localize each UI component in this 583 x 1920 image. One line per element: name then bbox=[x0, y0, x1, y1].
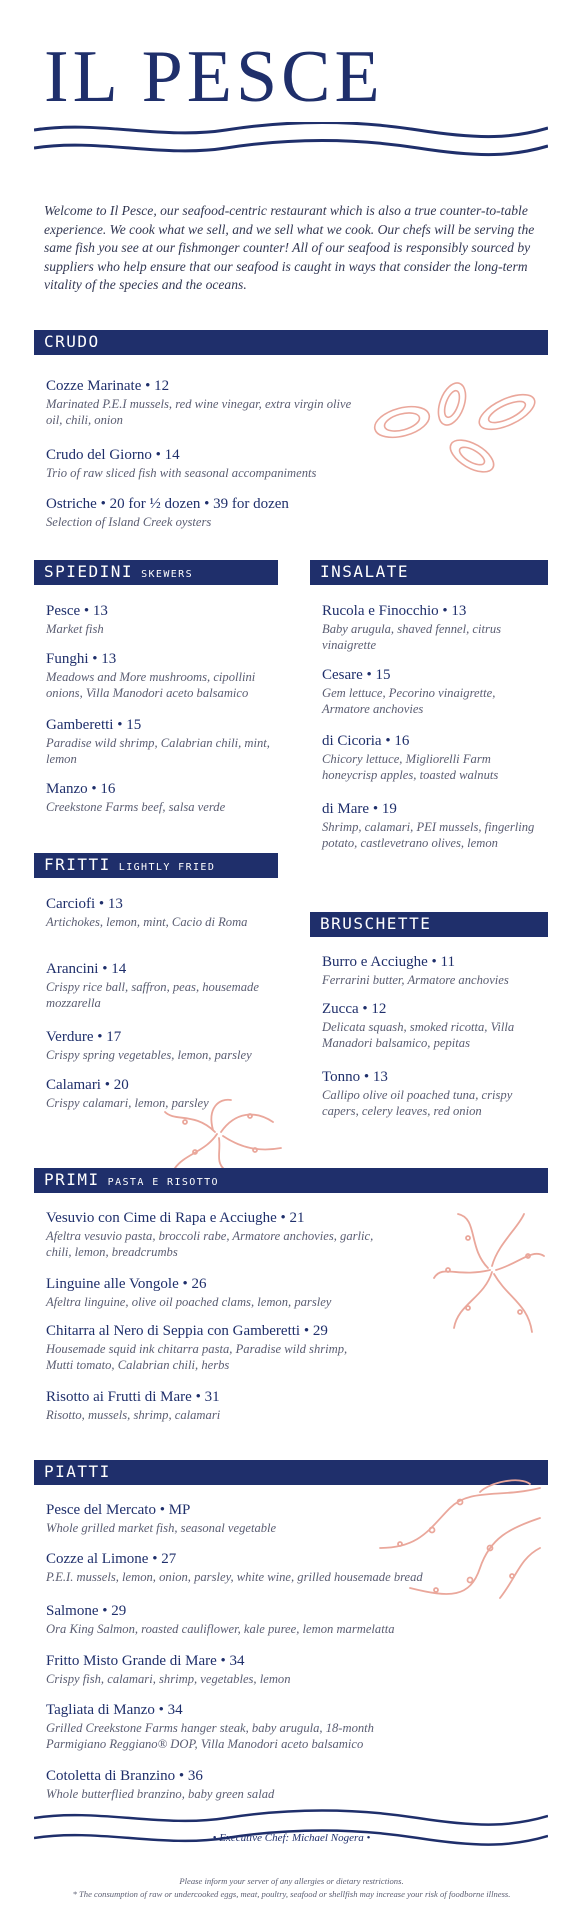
item-name: Carciofi • 13 bbox=[46, 896, 123, 912]
item-desc: Meadows and More mushrooms, cipollini onions, Villa Manodori aceto balsamico bbox=[46, 670, 256, 700]
item-name: Fritto Misto Grande di Mare • 34 bbox=[46, 1653, 245, 1669]
menu-item bbox=[322, 666, 542, 717]
menu-item bbox=[322, 1000, 542, 1051]
item-desc: Shrimp, calamari, PEI mussels, fingerling potato, castlevetrano olives, lemon bbox=[322, 820, 535, 850]
item-desc: Trio of raw sliced fish with seasonal accompaniments bbox=[46, 466, 317, 480]
item-desc: Artichokes, lemon, mint, Cacio di Roma bbox=[46, 915, 248, 929]
item-desc: Gem lettuce, Pecorino vinaigrette, Armatore anchovies bbox=[322, 686, 496, 716]
menu-item bbox=[322, 800, 550, 851]
menu-item bbox=[46, 1767, 466, 1802]
octopus-tentacle-illustration bbox=[340, 1478, 545, 1608]
item-desc: Whole grilled market fish, seasonal vegetable bbox=[46, 1521, 277, 1535]
item-name: Crudo del Giorno • 14 bbox=[46, 447, 180, 463]
executive-chef: • Executive Chef: Michael Nogera • bbox=[212, 1832, 371, 1844]
menu-item bbox=[322, 602, 542, 653]
item-name: Cesare • 15 bbox=[322, 667, 391, 683]
item-desc: Grilled Creekstone Farms hanger steak, baby arugula, 18-month Parmigiano Reggiano® DOP, Villa Manodori aceto balsamico bbox=[46, 1721, 374, 1751]
item-name: di Cicoria • 16 bbox=[322, 733, 410, 749]
item-name: Manzo • 16 bbox=[46, 781, 116, 797]
menu-item bbox=[322, 953, 542, 988]
item-name: Chitarra al Nero di Seppia con Gamberetti • 29 bbox=[46, 1323, 328, 1339]
menu-item bbox=[46, 650, 274, 701]
item-name: Tonno • 13 bbox=[322, 1069, 388, 1085]
mussel-illustration bbox=[372, 380, 542, 480]
item-name: Verdure • 17 bbox=[46, 1029, 122, 1045]
item-name: Linguine alle Vongole • 26 bbox=[46, 1276, 207, 1292]
section-header-fritti bbox=[34, 853, 278, 878]
item-desc: Ora King Salmon, roasted cauliflower, kale puree, lemon marmelatta bbox=[46, 1622, 395, 1636]
item-desc: Crispy calamari, lemon, parsley bbox=[46, 1096, 209, 1110]
item-desc: Crispy fish, calamari, shrimp, vegetables, lemon bbox=[46, 1672, 291, 1686]
section-title: INSALATE bbox=[320, 562, 410, 581]
item-name: Ostriche • 20 for ½ dozen • 39 for dozen bbox=[46, 496, 289, 512]
item-name: Pesce del Mercato • MP bbox=[46, 1502, 191, 1518]
section-header-primi bbox=[34, 1168, 548, 1193]
menu-item bbox=[46, 1388, 376, 1423]
item-desc: Ferrarini butter, Armatore anchovies bbox=[322, 973, 509, 987]
menu-item bbox=[46, 716, 274, 767]
menu-item bbox=[46, 1322, 376, 1373]
item-name: Rucola e Finocchio • 13 bbox=[322, 603, 467, 619]
section-header-crudo bbox=[34, 330, 548, 355]
item-desc: Market fish bbox=[46, 622, 104, 636]
item-desc: Delicata squash, smoked ricotta, Villa Manadori balsamico, pepitas bbox=[322, 1020, 515, 1050]
menu-item bbox=[46, 780, 274, 815]
section-subtitle: SKEWERS bbox=[141, 569, 194, 580]
item-desc: Selection of Island Creek oysters bbox=[46, 515, 212, 529]
item-desc: Afeltra linguine, olive oil poached clams, lemon, parsley bbox=[46, 1295, 332, 1309]
restaurant-name: IL PESCE bbox=[44, 36, 384, 118]
section-header-bruschette bbox=[310, 912, 548, 937]
menu-item bbox=[46, 495, 376, 530]
item-desc: Callipo olive oil poached tuna, crispy capers, celery leaves, red onion bbox=[322, 1088, 513, 1118]
item-desc: Crispy spring vegetables, lemon, parsley bbox=[46, 1048, 252, 1062]
menu-item bbox=[46, 1028, 274, 1063]
section-title: CRUDO bbox=[44, 332, 100, 351]
item-name: Calamari • 20 bbox=[46, 1077, 129, 1093]
menu-item bbox=[46, 895, 274, 930]
section-title: FRITTI bbox=[44, 855, 111, 874]
item-name: Arancini • 14 bbox=[46, 961, 127, 977]
item-desc: Chicory lettuce, Migliorelli Farm honeycrisp apples, toasted walnuts bbox=[322, 752, 499, 782]
menu-item bbox=[46, 1652, 466, 1687]
item-desc: Creekstone Farms beef, salsa verde bbox=[46, 800, 226, 814]
section-subtitle: LIGHTLY FRIED bbox=[118, 862, 216, 873]
section-header-insalate bbox=[310, 560, 548, 585]
item-name: Gamberetti • 15 bbox=[46, 717, 142, 733]
item-desc: P.E.I. mussels, lemon, onion, parsley, white wine, grilled housemade bread bbox=[46, 1570, 423, 1584]
item-desc: Housemade squid ink chitarra pasta, Paradise wild shrimp, Mutti tomato, Calabrian chili, herbs bbox=[46, 1342, 348, 1372]
consumption-warning: * The consumption of raw or undercooked eggs, meat, poultry, seafood or shellfish may increase your risk of foodborne illness. bbox=[72, 1889, 511, 1899]
menu-item bbox=[46, 602, 274, 637]
allergy-note: Please inform your server of any allergies or dietary restrictions. bbox=[179, 1876, 404, 1886]
item-name: Vesuvio con Cime di Rapa e Acciughe • 21 bbox=[46, 1210, 305, 1226]
item-name: Salmone • 29 bbox=[46, 1603, 127, 1619]
item-name: Cozze Marinate • 12 bbox=[46, 378, 170, 394]
item-name: Burro e Acciughe • 11 bbox=[322, 954, 455, 970]
item-name: Risotto ai Frutti di Mare • 31 bbox=[46, 1389, 220, 1405]
octopus-illustration bbox=[428, 1208, 548, 1338]
item-desc: Paradise wild shrimp, Calabrian chili, mint, lemon bbox=[46, 736, 270, 766]
item-name: Cozze al Limone • 27 bbox=[46, 1551, 177, 1567]
menu-item bbox=[46, 446, 356, 481]
menu-item bbox=[322, 732, 542, 783]
item-name: Pesce • 13 bbox=[46, 603, 108, 619]
item-desc: Risotto, mussels, shrimp, calamari bbox=[46, 1408, 221, 1422]
item-name: Funghi • 13 bbox=[46, 651, 117, 667]
menu-item bbox=[46, 377, 356, 428]
item-desc: Crispy rice ball, saffron, peas, housemade mozzarella bbox=[46, 980, 259, 1010]
item-name: Cotoletta di Branzino • 36 bbox=[46, 1768, 203, 1784]
item-desc: Baby arugula, shaved fennel, citrus vinaigrette bbox=[322, 622, 502, 652]
item-desc: Afeltra vesuvio pasta, broccoli rabe, Armatore anchovies, garlic, chili, lemon, breadcrumbs bbox=[46, 1229, 374, 1259]
section-title: SPIEDINI bbox=[44, 562, 134, 581]
menu-item bbox=[46, 1701, 426, 1752]
section-title: PRIMI bbox=[44, 1170, 100, 1189]
item-name: Zucca • 12 bbox=[322, 1001, 387, 1017]
menu-item bbox=[46, 960, 274, 1011]
section-title: PIATTI bbox=[44, 1462, 111, 1481]
section-subtitle: PASTA E RISOTTO bbox=[107, 1177, 219, 1188]
intro-text: Welcome to Il Pesce, our seafood-centric restaurant which is also a true counter-to-table experience. We cook what we sell, and we sell what we cook. Our chefs will be serving the same fish you see at our fishmonger counter! All of our seafood is responsibly sourced by suppliers who help ensure that our seafood is caught in ways that consider the long-term vitality of the species and the oceans. bbox=[44, 203, 535, 293]
octopus-illustration bbox=[155, 1092, 285, 1172]
item-name: di Mare • 19 bbox=[322, 801, 397, 817]
menu-item bbox=[322, 1068, 542, 1119]
menu-item bbox=[46, 1275, 376, 1310]
item-desc: Whole butterflied branzino, baby green salad bbox=[46, 1787, 275, 1801]
menu-item bbox=[46, 1209, 376, 1260]
top-wave-divider bbox=[34, 122, 548, 162]
section-header-spiedini bbox=[34, 560, 278, 585]
section-title: BRUSCHETTE bbox=[320, 914, 432, 933]
item-desc: Marinated P.E.I mussels, red wine vinegar, extra virgin olive oil, chili, onion bbox=[46, 397, 352, 427]
item-name: Tagliata di Manzo • 34 bbox=[46, 1702, 183, 1718]
